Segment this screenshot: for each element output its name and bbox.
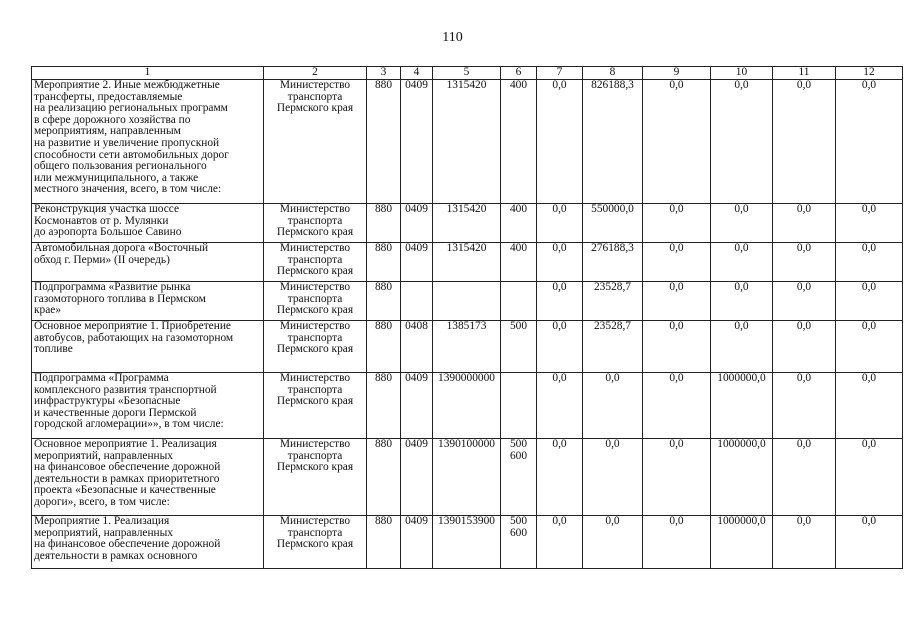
amount-cell: 276188,3 xyxy=(583,243,643,282)
code-cell: 880 xyxy=(367,516,401,569)
code-cell: 500 xyxy=(501,321,537,373)
amount-cell: 0,0 xyxy=(836,373,903,439)
amount-cell: 23528,7 xyxy=(583,321,643,373)
amount-cell: 0,0 xyxy=(643,204,711,243)
amount-cell: 0,0 xyxy=(643,80,711,204)
ministry-cell: Министерство транспорта Пермского края xyxy=(264,243,367,282)
column-header: 9 xyxy=(643,67,711,80)
amount-cell: 826188,3 xyxy=(583,80,643,204)
code-cell: 880 xyxy=(367,204,401,243)
amount-cell: 0,0 xyxy=(836,282,903,321)
activity-name: Мероприятие 2. Иные межбюджетные трансферты, предоставляемые на реализацию региональных программ в сфере дорожного хозяйства по мероприятиям, направленным на развитие и увеличение пропускной способности сети автомобильных дорог общего пользования регионального или межмуниципального, а также местного значения, всего, в том числе: xyxy=(32,80,264,204)
amount-cell: 0,0 xyxy=(836,321,903,373)
amount-cell: 0,0 xyxy=(643,321,711,373)
column-header: 6 xyxy=(501,67,537,80)
amount-cell: 0,0 xyxy=(836,243,903,282)
table-row xyxy=(32,321,903,373)
ministry-cell: Министерство транспорта Пермского края xyxy=(264,373,367,439)
amount-cell: 0,0 xyxy=(773,373,836,439)
amount-cell: 0,0 xyxy=(537,282,583,321)
code-cell: 880 xyxy=(367,439,401,516)
code-cell: 0409 xyxy=(401,439,433,516)
column-header: 12 xyxy=(836,67,903,80)
column-header: 4 xyxy=(401,67,433,80)
code-cell xyxy=(501,282,537,321)
table-row xyxy=(32,373,903,439)
amount-cell: 0,0 xyxy=(583,516,643,569)
code-cell: 1390100000 xyxy=(433,439,501,516)
amount-cell: 0,0 xyxy=(537,204,583,243)
code-cell: 1315420 xyxy=(433,204,501,243)
amount-cell: 0,0 xyxy=(773,321,836,373)
column-header: 5 xyxy=(433,67,501,80)
amount-cell: 0,0 xyxy=(773,204,836,243)
code-cell xyxy=(433,282,501,321)
amount-cell: 0,0 xyxy=(773,80,836,204)
budget-table xyxy=(31,66,903,569)
column-header: 10 xyxy=(711,67,773,80)
table-row xyxy=(32,204,903,243)
amount-cell: 0,0 xyxy=(836,439,903,516)
code-cell: 1385173 xyxy=(433,321,501,373)
column-header: 1 xyxy=(32,67,264,80)
amount-cell: 0,0 xyxy=(773,439,836,516)
amount-cell: 0,0 xyxy=(643,439,711,516)
amount-cell: 0,0 xyxy=(773,516,836,569)
code-cell: 400 xyxy=(501,204,537,243)
amount-cell: 0,0 xyxy=(711,321,773,373)
code-cell: 880 xyxy=(367,282,401,321)
code-cell: 880 xyxy=(367,321,401,373)
amount-cell: 0,0 xyxy=(711,243,773,282)
code-cell: 880 xyxy=(367,243,401,282)
amount-cell: 0,0 xyxy=(773,243,836,282)
amount-cell: 0,0 xyxy=(643,243,711,282)
amount-cell: 0,0 xyxy=(836,204,903,243)
amount-cell: 0,0 xyxy=(643,373,711,439)
amount-cell: 0,0 xyxy=(643,282,711,321)
code-cell xyxy=(501,373,537,439)
code-cell: 0409 xyxy=(401,243,433,282)
amount-cell: 0,0 xyxy=(537,373,583,439)
amount-cell: 550000,0 xyxy=(583,204,643,243)
activity-name: Основное мероприятие 1. Реализация мероприятий, направленных на финансовое обеспечение дорожной деятельности в рамках приоритетного проекта «Безопасные и качественные дороги», всего, в том числе: xyxy=(32,439,264,516)
table-row xyxy=(32,439,903,516)
ministry-cell: Министерство транспорта Пермского края xyxy=(264,80,367,204)
code-cell: 400 xyxy=(501,243,537,282)
column-number-row xyxy=(32,67,903,80)
amount-cell: 0,0 xyxy=(836,516,903,569)
code-cell: 500 600 xyxy=(501,516,537,569)
activity-name: Автомобильная дорога «Восточный обход г. Перми» (II очередь) xyxy=(32,243,264,282)
table-row xyxy=(32,243,903,282)
amount-cell: 1000000,0 xyxy=(711,439,773,516)
amount-cell: 23528,7 xyxy=(583,282,643,321)
column-header: 11 xyxy=(773,67,836,80)
amount-cell: 0,0 xyxy=(711,204,773,243)
table-row xyxy=(32,80,903,204)
code-cell: 880 xyxy=(367,80,401,204)
code-cell: 400 xyxy=(501,80,537,204)
amount-cell: 0,0 xyxy=(643,516,711,569)
column-header: 2 xyxy=(264,67,367,80)
column-header: 7 xyxy=(537,67,583,80)
activity-name: Мероприятие 1. Реализация мероприятий, направленных на финансовое обеспечение дорожной деятельности в рамках основного xyxy=(32,516,264,569)
amount-cell: 0,0 xyxy=(537,80,583,204)
amount-cell: 0,0 xyxy=(537,321,583,373)
ministry-cell: Министерство транспорта Пермского края xyxy=(264,321,367,373)
ministry-cell: Министерство транспорта Пермского края xyxy=(264,439,367,516)
code-cell: 1390000000 xyxy=(433,373,501,439)
amount-cell: 0,0 xyxy=(583,373,643,439)
code-cell: 0408 xyxy=(401,321,433,373)
amount-cell: 0,0 xyxy=(537,243,583,282)
amount-cell: 1000000,0 xyxy=(711,516,773,569)
code-cell: 0409 xyxy=(401,373,433,439)
code-cell: 0409 xyxy=(401,80,433,204)
code-cell: 1315420 xyxy=(433,243,501,282)
code-cell: 0409 xyxy=(401,204,433,243)
column-header: 8 xyxy=(583,67,643,80)
activity-name: Подпрограмма «Программа комплексного развития транспортной инфраструктуры «Безопасные и качественные дороги Пермской городской агломерации»», в том числе: xyxy=(32,373,264,439)
amount-cell: 0,0 xyxy=(836,80,903,204)
ministry-cell: Министерство транспорта Пермского края xyxy=(264,204,367,243)
code-cell: 0409 xyxy=(401,516,433,569)
ministry-cell: Министерство транспорта Пермского края xyxy=(264,516,367,569)
activity-name: Основное мероприятие 1. Приобретение автобусов, работающих на газомоторном топливе xyxy=(32,321,264,373)
column-header: 3 xyxy=(367,67,401,80)
code-cell: 880 xyxy=(367,373,401,439)
page-number: 110 xyxy=(442,30,463,45)
amount-cell: 0,0 xyxy=(583,439,643,516)
table-row xyxy=(32,516,903,569)
amount-cell: 0,0 xyxy=(711,80,773,204)
activity-name: Подпрограмма «Развитие рынка газомоторного топлива в Пермском крае» xyxy=(32,282,264,321)
table-row xyxy=(32,282,903,321)
amount-cell: 0,0 xyxy=(537,439,583,516)
amount-cell: 0,0 xyxy=(773,282,836,321)
amount-cell: 1000000,0 xyxy=(711,373,773,439)
activity-name: Реконструкция участка шоссе Космонавтов от р. Мулянки до аэропорта Большое Савино xyxy=(32,204,264,243)
code-cell: 500 600 xyxy=(501,439,537,516)
amount-cell: 0,0 xyxy=(537,516,583,569)
amount-cell: 0,0 xyxy=(711,282,773,321)
ministry-cell: Министерство транспорта Пермского края xyxy=(264,282,367,321)
code-cell: 1390153900 xyxy=(433,516,501,569)
code-cell xyxy=(401,282,433,321)
code-cell: 1315420 xyxy=(433,80,501,204)
